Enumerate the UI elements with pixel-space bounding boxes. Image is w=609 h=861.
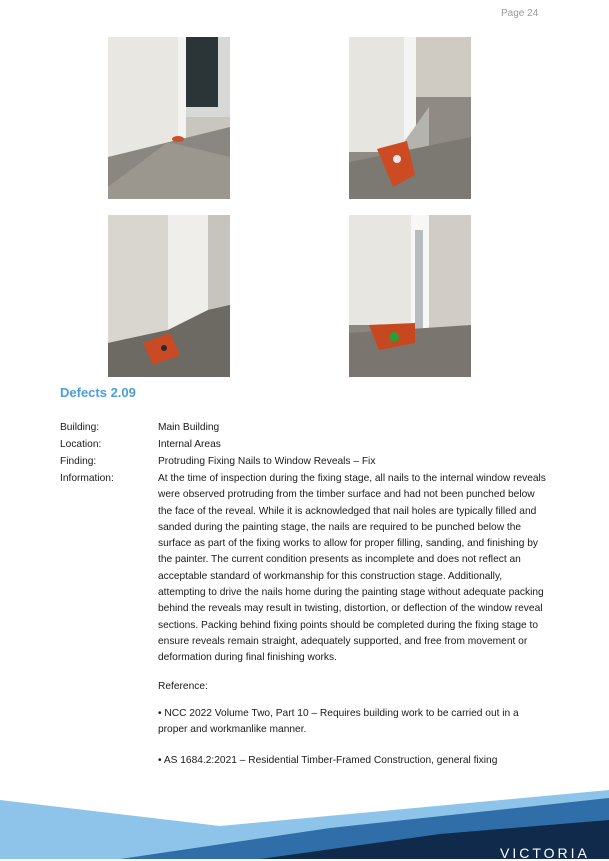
- finding-value: Protruding Fixing Nails to Window Reveals – Fix: [158, 456, 376, 467]
- location-value: Internal Areas: [158, 439, 221, 450]
- reference-item: • AS 1684.2:2021 – Residential Timber-Framed Construction, general fixing: [158, 755, 498, 766]
- location-label: Location:: [60, 439, 102, 450]
- door-frame-photo-icon: [108, 37, 230, 199]
- information-text: At the time of inspection during the fixing stage, all nails to the internal window reveals were observed protruding from the timber surface and had not been punched below the face of the reveal. While it is acknowledged that nail holes are typically filled and sanded during the painting stage, the nails are required to be punched below the surface as part of the fixing works to allow for proper filling, sanding, and finishing by the painter. The current condition presents as incomplete and does not reflect an acceptable standard of workmanship for this construction stage. Additionally, attempting to drive the nails home during the painting stage without adequate packing behind the reveals may result in twisting, distortion, or deflection of the window reveal sections. Packing behind fixing points should be completed during the fixing stage to ensure reveals remain straight, adequately supported, and free from movement or deformation during final finishing works.: [158, 473, 546, 664]
- photo-reveal-corner-clamp: [349, 37, 471, 199]
- page-number: Page 24: [501, 8, 539, 19]
- building-value: Main Building: [158, 422, 220, 433]
- reference-item: • NCC 2022 Volume Two, Part 10 – Requires building work to be carried out in a proper and workmanlike manner.: [158, 708, 519, 736]
- building-label: Building:: [60, 422, 100, 433]
- defect-heading: Defects 2.09: [60, 385, 136, 400]
- footer-word: VICTORIA: [500, 845, 590, 861]
- reveal-clamp-photo-icon: [349, 37, 471, 199]
- information-label: Information:: [60, 473, 114, 484]
- square-ruler-photo-icon: [349, 215, 471, 377]
- reveal-clamp-photo-icon: [108, 215, 230, 377]
- photo-door-frame-corner: [108, 37, 230, 199]
- finding-label: Finding:: [60, 456, 97, 467]
- reference-label: Reference:: [158, 681, 208, 692]
- photo-reveal-square-ruler: [349, 215, 471, 377]
- photo-reveal-base-clamp: [108, 215, 230, 377]
